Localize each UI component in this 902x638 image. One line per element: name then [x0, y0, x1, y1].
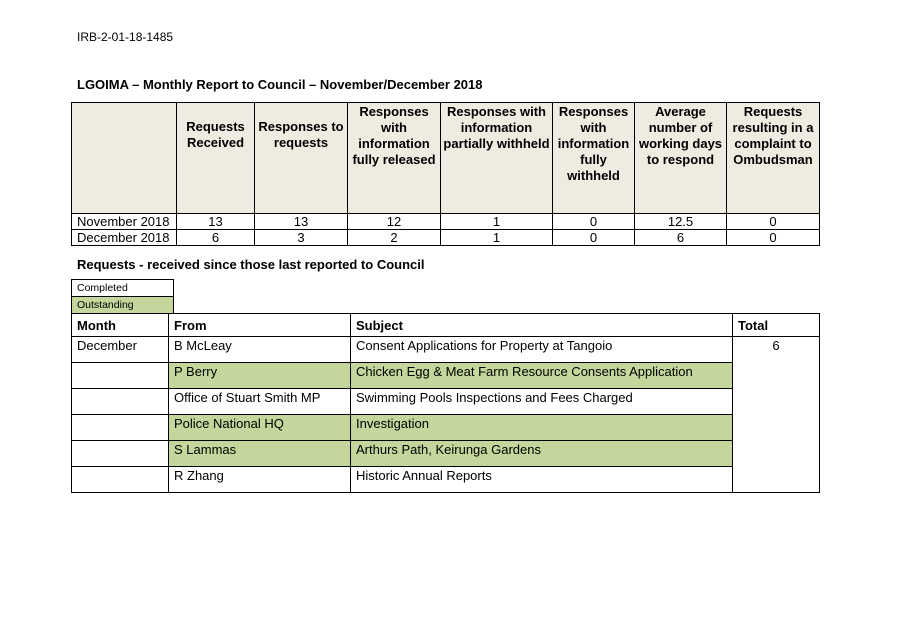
- report-header-received: Requests Received: [177, 103, 255, 214]
- header-month: Month: [72, 314, 169, 337]
- cell-partially-withheld: 1: [441, 214, 553, 230]
- requests-header-row: [72, 314, 820, 337]
- header-subject: Subject: [351, 314, 733, 337]
- cell-from: R Zhang: [169, 467, 351, 493]
- cell-fully-withheld: 0: [553, 214, 635, 230]
- document-id: IRB-2-01-18-1485: [77, 30, 174, 44]
- cell-subject: Chicken Egg & Meat Farm Resource Consents Application: [351, 363, 733, 389]
- report-header-blank: [72, 103, 177, 214]
- cell-received: 6: [177, 230, 255, 246]
- requests-title: Requests - received since those last reported to Council: [77, 257, 425, 272]
- table-row: [72, 415, 820, 441]
- cell-received: 13: [177, 214, 255, 230]
- cell-responses: 3: [255, 230, 348, 246]
- table-row: [72, 230, 820, 246]
- cell-subject: Swimming Pools Inspections and Fees Charged: [351, 389, 733, 415]
- cell-fully-released: 12: [348, 214, 441, 230]
- table-row: [72, 467, 820, 493]
- report-title: LGOIMA – Monthly Report to Council – November/December 2018: [77, 77, 483, 92]
- legend-outstanding: Outstanding: [72, 297, 174, 314]
- cell-fully-released: 2: [348, 230, 441, 246]
- row-month: November 2018: [72, 214, 177, 230]
- cell-ombudsman: 0: [727, 214, 820, 230]
- cell-from: S Lammas: [169, 441, 351, 467]
- legend-completed: Completed: [72, 280, 174, 297]
- table-row: [72, 337, 820, 363]
- cell-total: 6: [733, 337, 820, 493]
- report-header-ombudsman: Requests resulting in a complaint to Ombudsman: [727, 103, 820, 214]
- header-total: Total: [733, 314, 820, 337]
- report-header-partially-withheld: Responses with information partially withheld: [441, 103, 553, 214]
- cell-month-empty: [72, 363, 169, 389]
- cell-subject: Investigation: [351, 415, 733, 441]
- cell-fully-withheld: 0: [553, 230, 635, 246]
- cell-month: December: [72, 337, 169, 363]
- cell-month-empty: [72, 467, 169, 493]
- monthly-report-table: [71, 102, 820, 246]
- cell-month-empty: [72, 441, 169, 467]
- report-header-responses: Responses to requests: [255, 103, 348, 214]
- cell-from: P Berry: [169, 363, 351, 389]
- requests-table: [71, 313, 820, 493]
- cell-month-empty: [72, 389, 169, 415]
- cell-from: Police National HQ: [169, 415, 351, 441]
- table-row: [72, 441, 820, 467]
- cell-partially-withheld: 1: [441, 230, 553, 246]
- cell-subject: Arthurs Path, Keirunga Gardens: [351, 441, 733, 467]
- cell-from: B McLeay: [169, 337, 351, 363]
- cell-from: Office of Stuart Smith MP: [169, 389, 351, 415]
- cell-responses: 13: [255, 214, 348, 230]
- cell-month-empty: [72, 415, 169, 441]
- cell-avg-days: 6: [635, 230, 727, 246]
- report-header-fully-withheld: Responses with information fully withheld: [553, 103, 635, 214]
- table-row: [72, 363, 820, 389]
- cell-ombudsman: 0: [727, 230, 820, 246]
- cell-subject: Consent Applications for Property at Tangoio: [351, 337, 733, 363]
- table-row: [72, 389, 820, 415]
- row-month: December 2018: [72, 230, 177, 246]
- report-header-fully-released: Responses with information fully released: [348, 103, 441, 214]
- cell-avg-days: 12.5: [635, 214, 727, 230]
- report-header-row: [72, 103, 820, 214]
- table-row: [72, 214, 820, 230]
- status-legend: [71, 279, 174, 314]
- cell-subject: Historic Annual Reports: [351, 467, 733, 493]
- report-header-avg-days: Average number of working days to respond: [635, 103, 727, 214]
- header-from: From: [169, 314, 351, 337]
